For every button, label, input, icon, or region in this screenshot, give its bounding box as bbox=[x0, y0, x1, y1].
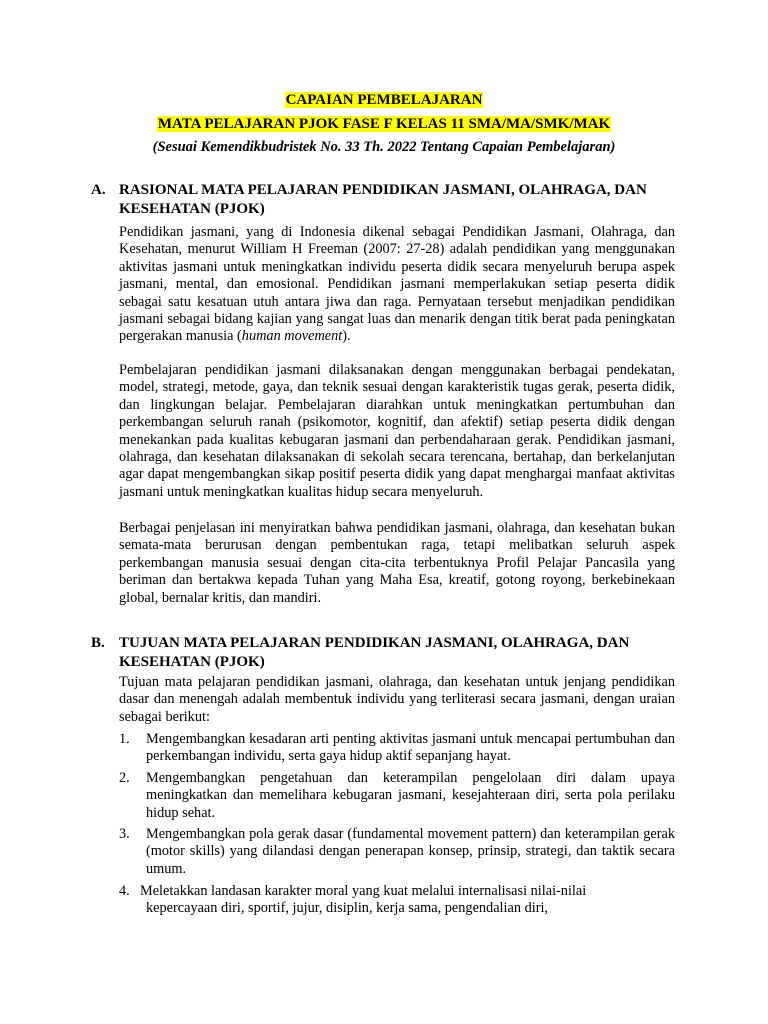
section-a-paragraph-1 bbox=[119, 224, 675, 346]
section-a-p1-italic: human movement bbox=[241, 328, 343, 345]
list-item-text bbox=[140, 883, 675, 918]
section-a-paragraph-2: Pembelajaran pendidikan jasmani dilaksanakan dengan menggunakan berbagai pendekatan, model, strategi, metode, gaya, dan teknik sesuai dengan karakteristik tugas gerak, peserta didik, dan lingkungan belajar. Pembelajaran diarahkan untuk meningkatkan pertumbuhan dan perkembangan seluruh ranah (psikomotor, kognitif, dan afektif) setiap peserta didik dengan menekankan pada kualitas kebugaran jasmani dan perbendaharaan gerak. Pendidikan jasmani, olahraga, dan kesehatan dilaksanakan di sekolah secara terencana, bertahap, dan berkelanjutan agar dapat mengembangkan sikap positif peserta didik yang dapat menghargai manfaat aktivitas jasmani untuk meningkatkan kualitas hidup secara menyeluruh. bbox=[119, 362, 675, 500]
list-item-text: Mengembangkan pola gerak dasar (fundamental movement pattern) dan keterampilan gerak (motor skills) yang dilandasi dengan penerapan konsep, prinsip, strategi, dan taktik secara umum. bbox=[146, 826, 675, 877]
section-a-p1-text: Pendidikan jasmani, yang di Indonesia dikenal sebagai Pendidikan Jasmani, Olahraga, dan Kesehatan, menurut William H Freeman (2007: 27-28) adalah pendidikan yang menggunakan aktivitas jasmani untuk meningkatkan individu peserta didik secara menyeluruh berupa aspek jasmani, mental, dan emosional. Pendidikan jasmani memperlakukan setiap peserta didik sebagai satu kesatuan utuh antara jiwa dan raga. Pernyataan tersebut menjadikan pendidikan jasmani sebagai bidang kajian yang sangat luas dan menarik dengan titik berat pada peningkatan pergerakan manusia ( bbox=[119, 224, 675, 345]
list-item-text-cont: kepercayaan diri, sportif, jujur, disiplin, kerja sama, pengendalian diri, bbox=[146, 900, 548, 917]
section-a-paragraph-3: Berbagai penjelasan ini menyiratkan bahwa pendidikan jasmani, olahraga, dan kesehatan bukan semata-mata berurusan dengan pembentukan raga, tetapi melibatkan seluruh aspek perkembangan manusia sesuai dengan cita-cita terbentuknya Profil Pelajar Pancasila yang beriman dan bertakwa kepada Tuhan yang Maha Esa, kreatif, gotong royong, berkebinekaan global, bernalar kritis, dan mandiri. bbox=[119, 520, 675, 606]
list-item-number: 2. bbox=[119, 770, 130, 786]
list-item-text-first: Meletakkan landasan karakter moral yang kuat melalui internalisasi nilai-nilai bbox=[140, 883, 587, 899]
list-item-number: 3. bbox=[119, 826, 130, 842]
list-item-number: 1. bbox=[119, 731, 130, 747]
section-b-intro: Tujuan mata pelajaran pendidikan jasmani, olahraga, dan kesehatan untuk jenjang pendidikan dasar dan menengah adalah membentuk individu yang terliterasi secara jasmani, dengan uraian sebagai berikut: bbox=[119, 674, 675, 725]
section-b-title: TUJUAN MATA PELAJARAN PENDIDIKAN JASMANI, OLAHRAGA, DAN KESEHATAN (PJOK) bbox=[119, 635, 630, 670]
doc-subtitle-text: MATA PELAJARAN PJOK FASE F KELAS 11 SMA/MA/SMK/MAK bbox=[157, 116, 611, 132]
section-a-letter: A. bbox=[91, 182, 106, 198]
doc-title bbox=[0, 91, 768, 109]
list-item-number: 4. bbox=[119, 883, 130, 899]
list-item-text: Mengembangkan kesadaran arti penting aktivitas jasmani untuk mencapai pertumbuhan dan perkembangan individu, serta gaya hidup aktif sepanjang hayat. bbox=[146, 731, 675, 765]
doc-title-text: CAPAIAN PEMBELAJARAN bbox=[285, 92, 483, 108]
section-b-letter: B. bbox=[91, 635, 105, 651]
doc-subtitle bbox=[0, 115, 768, 133]
list-item-text: Mengembangkan pengetahuan dan keterampilan pengelolaan diri dalam upaya meningkatkan dan memelihara kebugaran jasmani, kesejahteraan diri, serta pola perilaku hidup sehat. bbox=[146, 770, 675, 821]
section-a-p1-end: ). bbox=[342, 328, 351, 345]
section-a-title: RASIONAL MATA PELAJARAN PENDIDIKAN JASMANI, OLAHRAGA, DAN KESEHATAN (PJOK) bbox=[119, 182, 647, 217]
doc-reference: (Sesuai Kemendikbudristek No. 33 Th. 2022 Tentang Capaian Pembelajaran) bbox=[152, 139, 616, 155]
